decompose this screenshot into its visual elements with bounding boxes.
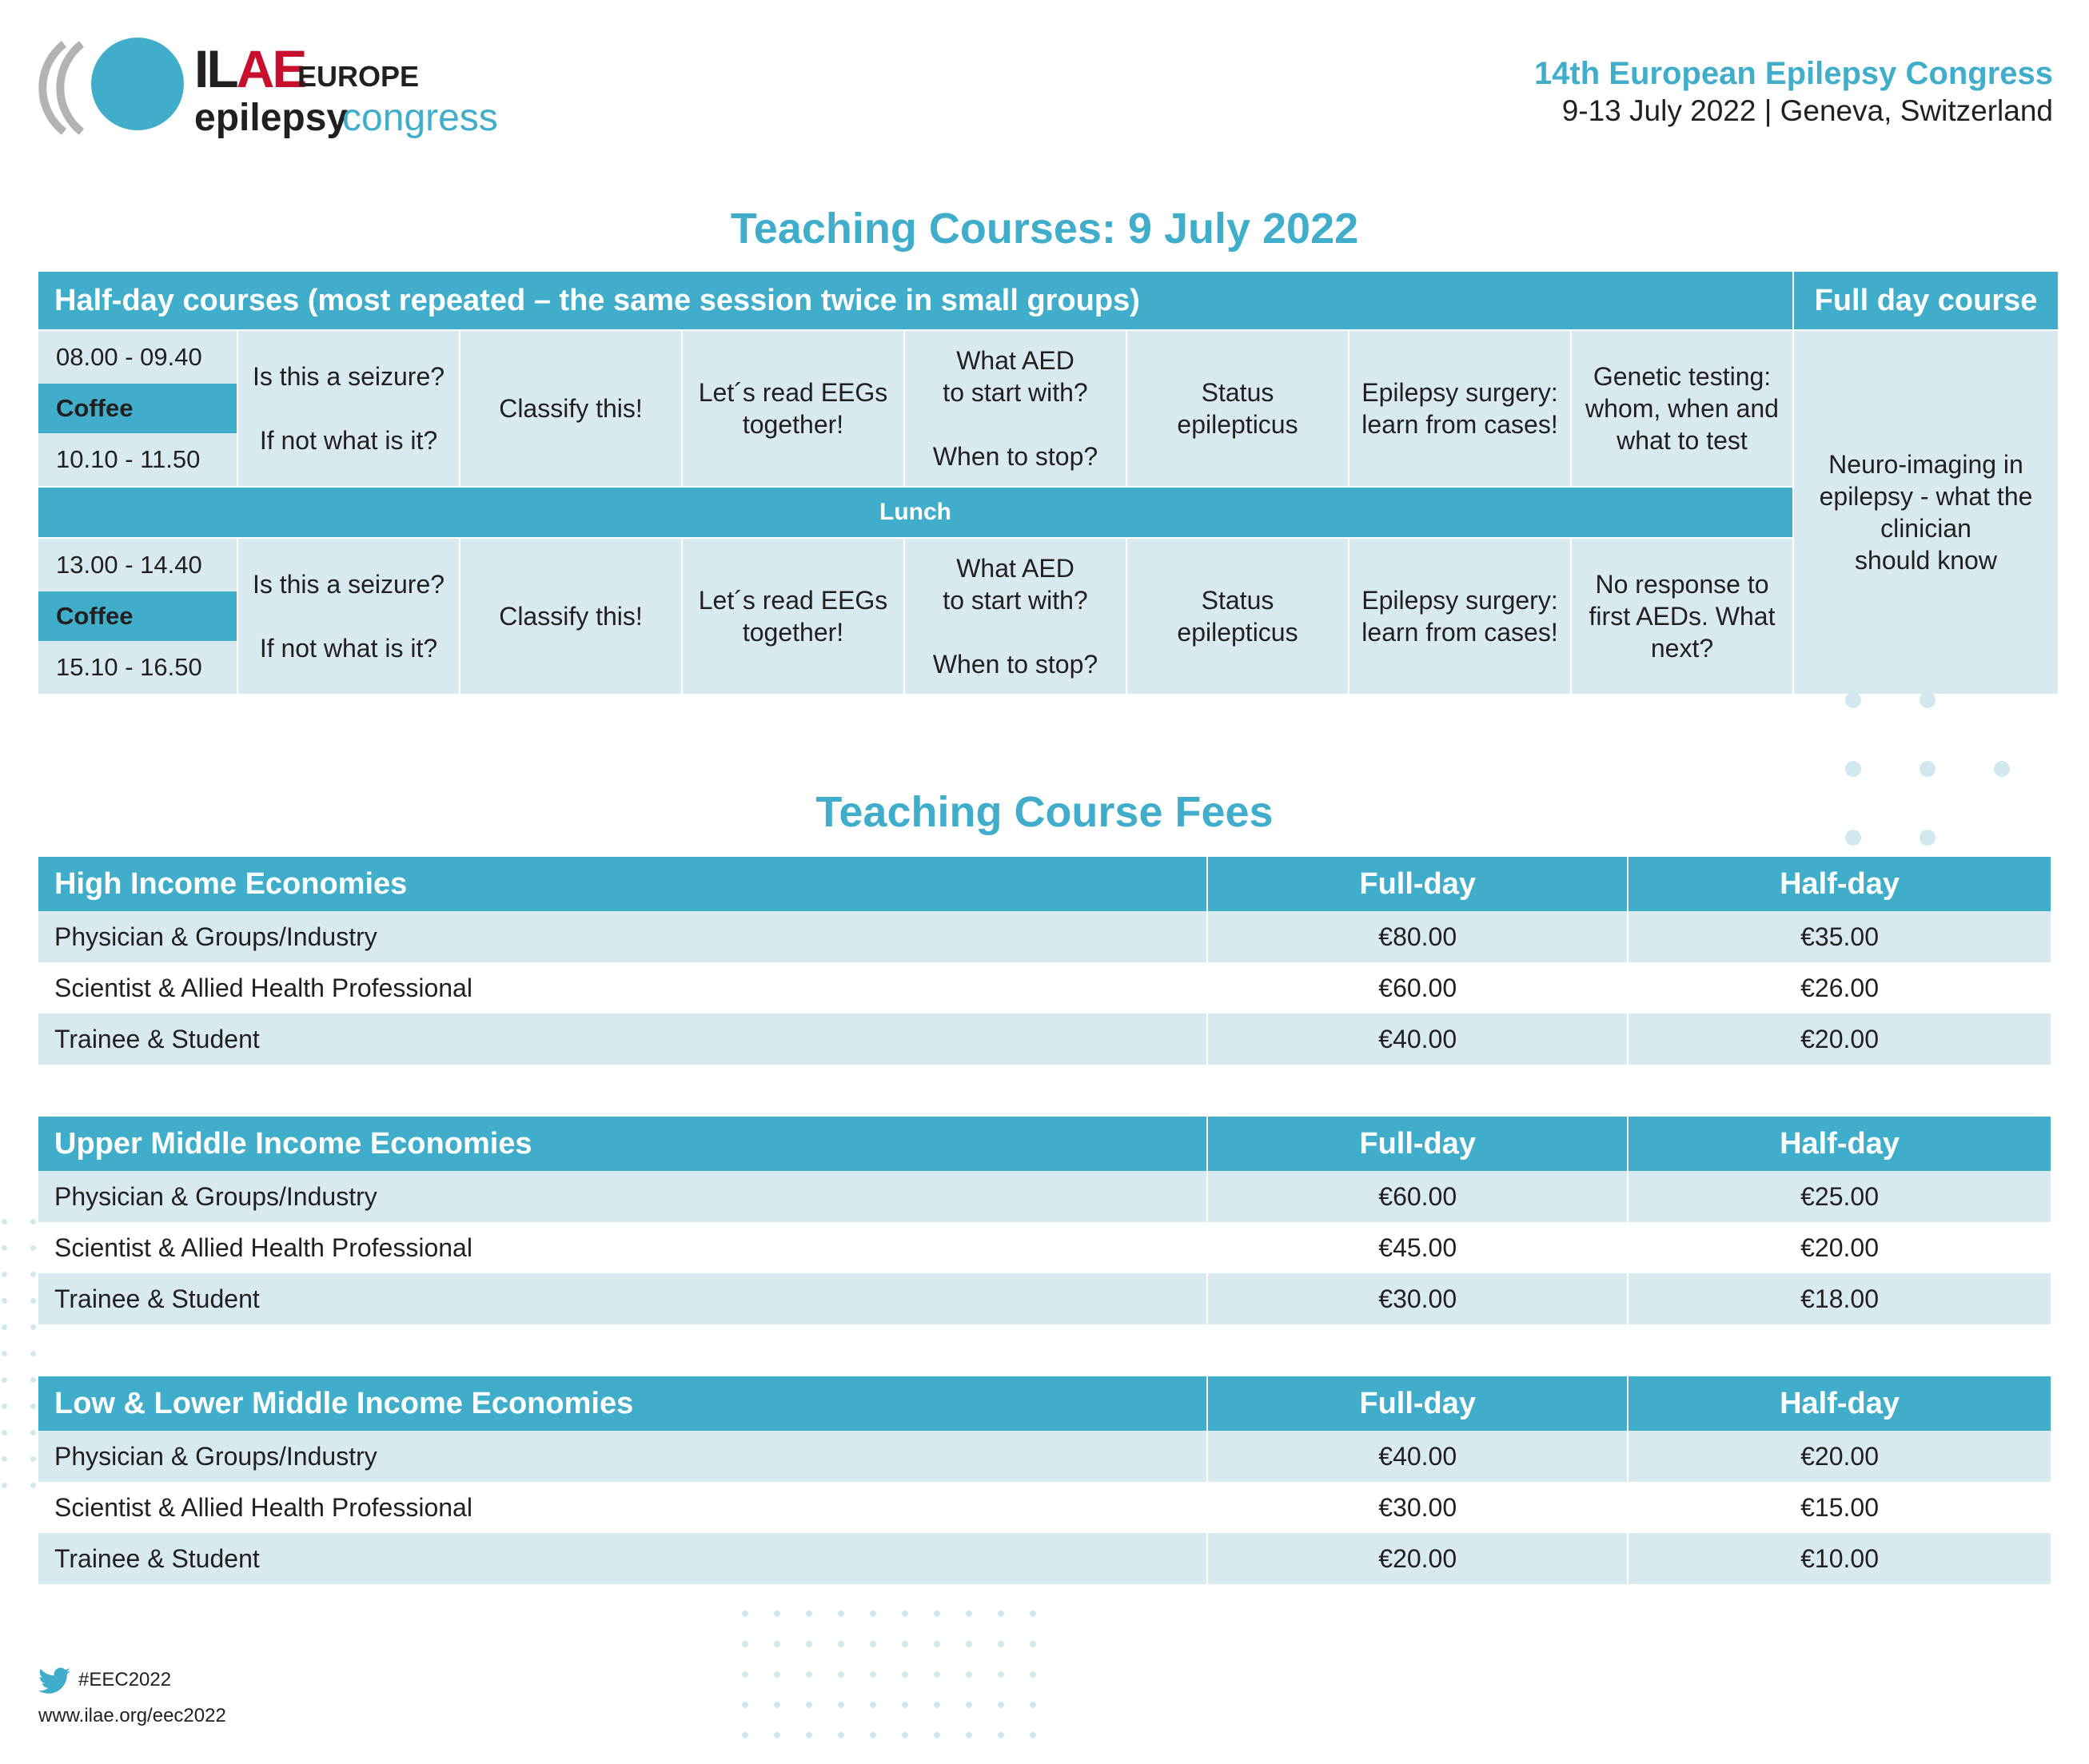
course-text: learn from cases! — [1361, 618, 1558, 647]
decorative-dot — [966, 1732, 972, 1738]
session-time: 10.10 - 11.50 — [56, 445, 201, 473]
course-cell — [1349, 331, 1570, 486]
decorative-dot — [742, 1611, 748, 1617]
course-cell — [238, 331, 459, 486]
course-text: When to stop? — [932, 650, 1098, 679]
course-cell — [1349, 539, 1570, 694]
course-text: No response to — [1595, 570, 1769, 599]
logo-europe-text: EUROPE — [297, 60, 420, 93]
course-text: next? — [1650, 634, 1714, 663]
decorative-dot — [30, 1219, 36, 1224]
decorative-dot — [1030, 1671, 1036, 1678]
fee-table-upper-middle-income — [38, 1117, 2051, 1324]
decorative-dot — [870, 1671, 876, 1678]
decorative-dot — [2, 1430, 7, 1435]
fee-full: €40.00 — [1207, 1013, 1628, 1065]
table-row — [38, 962, 2051, 1013]
fee-half: €20.00 — [1628, 1431, 2051, 1482]
fee-table-title: Low & Lower Middle Income Economies — [38, 1376, 1207, 1431]
course-text: first AEDs. What — [1589, 602, 1776, 631]
fee-full: €20.00 — [1207, 1533, 1628, 1584]
fee-half: €10.00 — [1628, 1533, 2051, 1584]
decorative-dot — [966, 1641, 972, 1647]
hashtag: #EEC2022 — [78, 1669, 172, 1690]
lunch-break: Lunch — [38, 488, 1792, 537]
logo-congress-text: congress — [342, 97, 498, 139]
col-full-day: Full-day — [1207, 1376, 1628, 1431]
course-cell: Classify this! — [460, 539, 681, 694]
fee-half: €20.00 — [1628, 1013, 2051, 1065]
logo-epilepsy-text: epilepsy — [194, 97, 349, 139]
course-text: to start with? — [943, 586, 1088, 615]
fee-full: €60.00 — [1207, 1171, 1628, 1222]
course-text: What AED — [956, 554, 1074, 583]
course-cell — [683, 331, 903, 486]
fee-table-low-income — [38, 1376, 2051, 1584]
decorative-dot — [30, 1377, 36, 1383]
course-text: Is this a seizure? — [252, 570, 445, 599]
fee-category: Trainee & Student — [38, 1273, 1207, 1324]
decorative-dot — [774, 1671, 780, 1678]
fee-half: €25.00 — [1628, 1171, 2051, 1222]
decorative-dot — [934, 1732, 940, 1738]
table-row — [38, 1533, 2051, 1584]
fee-half: €26.00 — [1628, 962, 2051, 1013]
course-text: Neuro-imaging in — [1828, 450, 2023, 479]
decorative-dot — [934, 1702, 940, 1708]
congress-title: 14th European Epilepsy Congress — [1533, 56, 2053, 91]
course-text: clinician — [1880, 514, 1971, 543]
decorative-dot — [742, 1641, 748, 1647]
fees-title: Teaching Course Fees — [815, 788, 1274, 836]
table-row — [38, 1222, 2051, 1273]
coffee-break: Coffee — [38, 384, 237, 433]
table-row — [38, 1431, 2051, 1482]
fee-table-title: Upper Middle Income Economies — [38, 1117, 1207, 1171]
decorative-dot — [934, 1671, 940, 1678]
table-row — [38, 911, 2051, 962]
decorative-dot — [2, 1324, 7, 1330]
decorative-dot — [998, 1702, 1004, 1708]
decorative-dot — [1030, 1732, 1036, 1738]
decorative-dot — [998, 1732, 1004, 1738]
course-text: Epilepsy surgery: — [1361, 586, 1558, 615]
course-text: Status — [1201, 586, 1274, 615]
course-cell — [905, 331, 1126, 486]
fee-full: €30.00 — [1207, 1273, 1628, 1324]
course-text: should know — [1855, 546, 1997, 575]
decorative-dot — [1030, 1641, 1036, 1647]
decorative-dot — [2, 1272, 7, 1277]
decorative-dot — [902, 1671, 908, 1678]
decorative-dot — [870, 1732, 876, 1738]
decorative-dot — [806, 1641, 812, 1647]
session-time: 13.00 - 14.40 — [56, 551, 202, 579]
decorative-dot — [774, 1611, 780, 1617]
decorative-dot — [838, 1611, 844, 1617]
full-day-course-cell — [1794, 331, 2058, 694]
fee-half: €18.00 — [1628, 1273, 2051, 1324]
course-cell — [238, 539, 459, 694]
fee-category: Scientist & Allied Health Professional — [38, 1222, 1207, 1273]
logo-ilae-text: ILAE — [194, 39, 305, 98]
course-cell — [1127, 539, 1348, 694]
session-time: 15.10 - 16.50 — [56, 653, 202, 681]
decorative-dot — [30, 1324, 36, 1330]
decorative-dot — [30, 1483, 36, 1488]
decorative-dot — [902, 1702, 908, 1708]
decorative-dot — [998, 1671, 1004, 1678]
decorative-dot — [998, 1641, 1004, 1647]
course-text: Is this a seizure? — [252, 362, 445, 391]
course-text: When to stop? — [932, 442, 1098, 471]
fee-half: €15.00 — [1628, 1482, 2051, 1533]
course-text: epilepticus — [1177, 410, 1298, 439]
table-row — [38, 1171, 2051, 1222]
fee-category: Physician & Groups/Industry — [38, 911, 1207, 962]
course-text: Status — [1201, 378, 1274, 407]
fee-half: €35.00 — [1628, 911, 2051, 962]
ilae-logo — [0, 0, 560, 160]
fee-full: €60.00 — [1207, 962, 1628, 1013]
decorative-dot — [774, 1702, 780, 1708]
full-day-header: Full day course — [1794, 272, 2058, 329]
course-text: together! — [742, 410, 844, 439]
decorative-dot — [742, 1702, 748, 1708]
fee-table-title: High Income Economies — [38, 857, 1207, 911]
course-text: Epilepsy surgery: — [1361, 378, 1558, 407]
decorative-dot — [30, 1456, 36, 1462]
decorative-dot — [806, 1732, 812, 1738]
decorative-dot — [806, 1702, 812, 1708]
course-cell — [1572, 331, 1792, 486]
fee-table-high-income — [38, 857, 2051, 1065]
table-row — [38, 1482, 2051, 1533]
col-half-day: Half-day — [1628, 1376, 2051, 1431]
table-row — [38, 1273, 2051, 1324]
decorative-dot — [838, 1702, 844, 1708]
decorative-dot — [2, 1245, 7, 1251]
course-cell — [905, 539, 1126, 694]
course-text: epilepticus — [1177, 618, 1298, 647]
decorative-dot — [838, 1732, 844, 1738]
col-half-day: Half-day — [1628, 857, 2051, 911]
fee-full: €40.00 — [1207, 1431, 1628, 1482]
decorative-dot — [1030, 1702, 1036, 1708]
decorative-dot — [966, 1671, 972, 1678]
course-text: to start with? — [943, 378, 1088, 407]
decorative-dot — [2, 1404, 7, 1409]
decorative-dot — [902, 1611, 908, 1617]
twitter-bird-icon — [38, 1667, 70, 1694]
fee-category: Trainee & Student — [38, 1533, 1207, 1584]
course-cell — [1127, 331, 1348, 486]
decorative-dot — [2, 1219, 7, 1224]
course-text: Genetic testing: — [1593, 362, 1772, 391]
course-text: together! — [742, 618, 844, 647]
fee-full: €30.00 — [1207, 1482, 1628, 1533]
logo-circle-mark — [32, 36, 192, 140]
decorative-dot — [902, 1732, 908, 1738]
course-text: If not what is it? — [259, 426, 438, 455]
fee-category: Physician & Groups/Industry — [38, 1431, 1207, 1482]
decorative-dot — [966, 1611, 972, 1617]
course-text: whom, when and — [1585, 394, 1779, 423]
decorative-dot — [30, 1351, 36, 1356]
decorative-dot — [806, 1671, 812, 1678]
decorative-dot — [870, 1702, 876, 1708]
course-cell — [1572, 539, 1792, 694]
course-cell: Classify this! — [460, 331, 681, 486]
decorative-dot — [2, 1377, 7, 1383]
decorative-dot — [30, 1404, 36, 1409]
fee-category: Scientist & Allied Health Professional — [38, 962, 1207, 1013]
coffee-break: Coffee — [38, 591, 237, 641]
decorative-dot — [806, 1611, 812, 1617]
teaching-courses-schedule — [38, 272, 2045, 694]
course-text: If not what is it? — [259, 634, 438, 663]
decorative-dot — [30, 1272, 36, 1277]
fee-category: Trainee & Student — [38, 1013, 1207, 1065]
schedule-title: Teaching Courses: 9 July 2022 — [730, 205, 1359, 253]
course-text: What AED — [956, 346, 1074, 375]
decorative-dot — [966, 1702, 972, 1708]
decorative-dot — [934, 1611, 940, 1617]
half-day-header: Half-day courses (most repeated – the same session twice in small groups) — [38, 272, 1792, 329]
col-half-day: Half-day — [1628, 1117, 2051, 1171]
fee-category: Physician & Groups/Industry — [38, 1171, 1207, 1222]
decorative-dot — [30, 1298, 36, 1304]
decorative-dot — [742, 1732, 748, 1738]
decorative-dot — [838, 1671, 844, 1678]
session-time: 08.00 - 09.40 — [56, 343, 202, 371]
course-text: what to test — [1617, 426, 1748, 455]
decorative-dot — [742, 1671, 748, 1678]
fee-half: €20.00 — [1628, 1222, 2051, 1273]
decorative-dot — [870, 1641, 876, 1647]
decorative-dot — [902, 1641, 908, 1647]
fee-full: €45.00 — [1207, 1222, 1628, 1273]
afternoon-times — [38, 539, 237, 694]
course-text: epilepsy - what the — [1819, 482, 2033, 511]
decorative-dot — [998, 1611, 1004, 1617]
decorative-dot — [774, 1641, 780, 1647]
decorative-dot — [2, 1483, 7, 1488]
course-cell — [683, 539, 903, 694]
course-text: learn from cases! — [1361, 410, 1558, 439]
decorative-dot — [774, 1732, 780, 1738]
website-link[interactable]: www.ilae.org/eec2022 — [38, 1705, 226, 1726]
decorative-dot — [30, 1430, 36, 1435]
decorative-dot — [30, 1245, 36, 1251]
decorative-dot — [2, 1298, 7, 1304]
decorative-dot — [1030, 1611, 1036, 1617]
course-text: Let´s read EEGs — [698, 378, 888, 407]
decorative-dot — [838, 1641, 844, 1647]
fee-category: Scientist & Allied Health Professional — [38, 1482, 1207, 1533]
decorative-dot — [934, 1641, 940, 1647]
fee-full: €80.00 — [1207, 911, 1628, 962]
table-row — [38, 1013, 2051, 1065]
decorative-dot — [2, 1456, 7, 1462]
morning-times — [38, 331, 237, 486]
col-full-day: Full-day — [1207, 857, 1628, 911]
decorative-dot — [2, 1351, 7, 1356]
decorative-dot — [870, 1611, 876, 1617]
course-text: Let´s read EEGs — [698, 586, 888, 615]
congress-dates-location: 9-13 July 2022 | Geneva, Switzerland — [1561, 94, 2053, 127]
col-full-day: Full-day — [1207, 1117, 1628, 1171]
